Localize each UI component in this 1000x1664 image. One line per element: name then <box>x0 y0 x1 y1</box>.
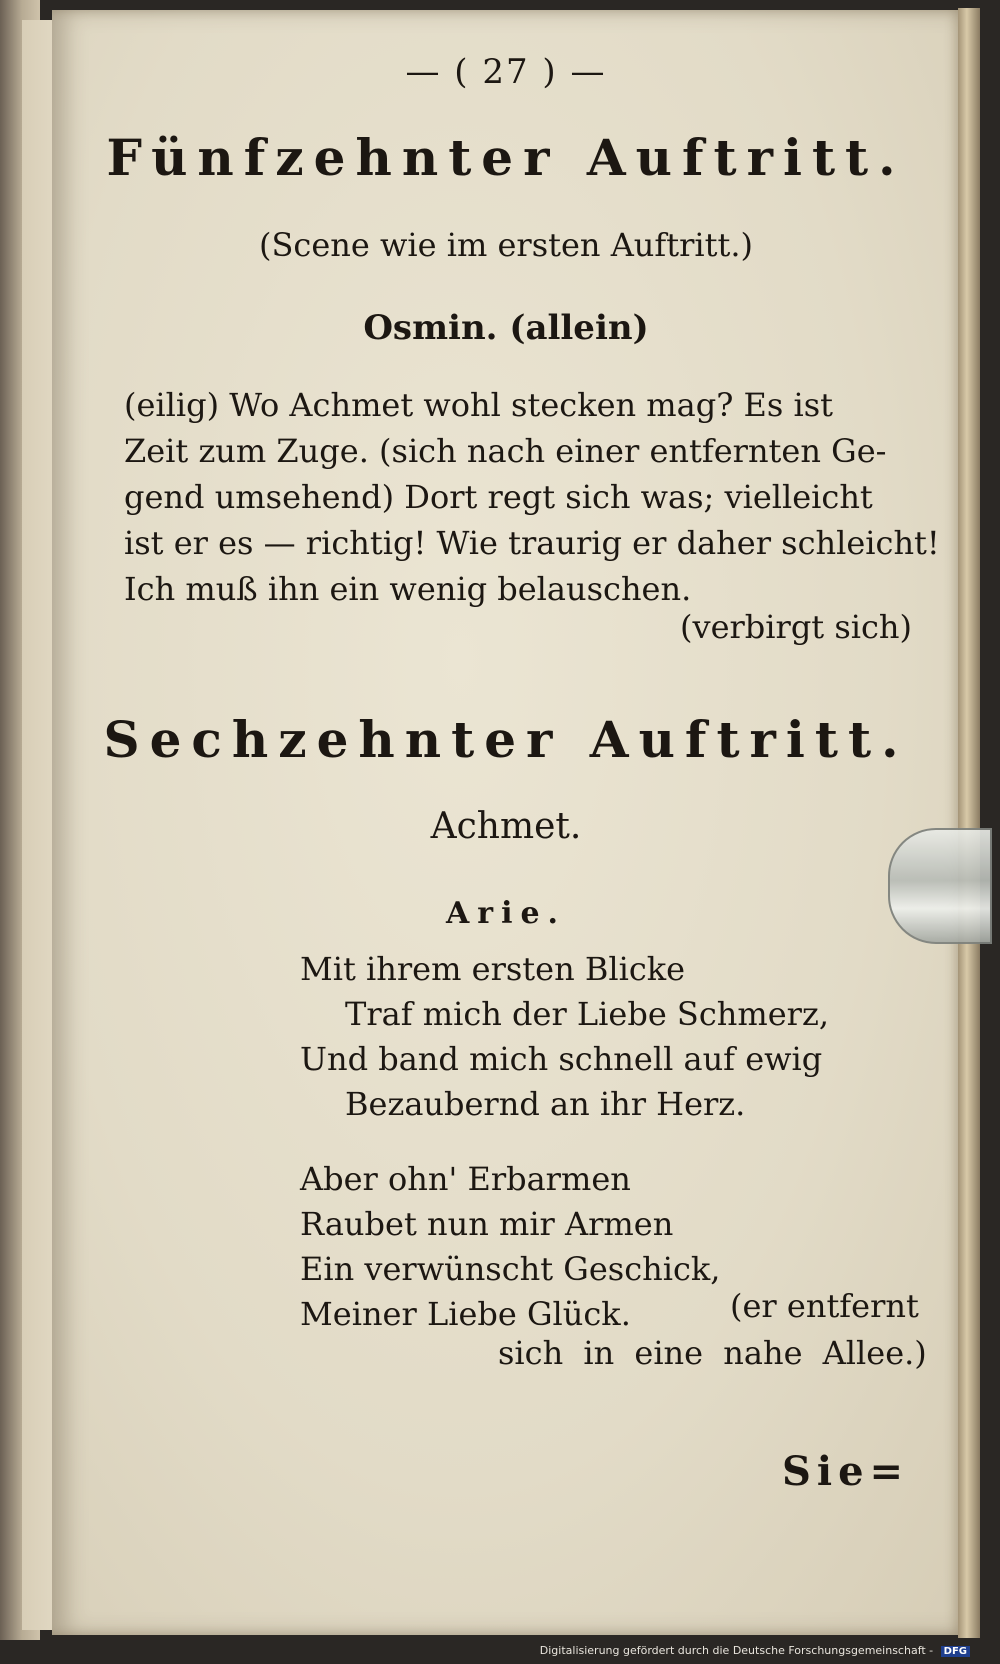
prose-line: Zeit zum Zuge. (sich nach einer entfernten Ge- <box>124 432 887 470</box>
scene-heading: Sechzehnter Auftritt. <box>103 710 909 769</box>
scene-heading: Fünfzehnter Auftritt. <box>106 128 906 187</box>
verse-line: Raubet nun mir Armen <box>300 1205 674 1243</box>
stage-direction: (Scene wie im ersten Auftritt.) <box>258 226 754 264</box>
verse-line: Bezaubernd an ihr Herz. <box>345 1085 746 1123</box>
credit-text: Digitalisierung gefördert durch die Deutsche Forschungsgemeinschaft - <box>539 1644 934 1657</box>
verse-line: Traf mich der Liebe Schmerz, <box>345 995 829 1033</box>
verse-line: Mit ihrem ersten Blicke <box>300 950 686 988</box>
verse-line: Ein verwünscht Geschick, <box>300 1250 721 1288</box>
stage-direction: sich in eine nahe Allee.) <box>498 1334 927 1372</box>
page-stack-edge <box>958 8 980 1638</box>
aria-label: Arie. <box>445 896 566 931</box>
verse-line: Aber ohn' Erbarmen <box>300 1160 631 1198</box>
prose-line: gend umsehend) Dort regt sich was; vielleicht <box>124 478 873 516</box>
prose-line: ist er es — richtig! Wie traurig er daher schleicht! <box>124 524 940 562</box>
verse-line: Und band mich schnell auf ewig <box>300 1040 823 1078</box>
verse-line: Meiner Liebe Glück. <box>300 1295 631 1333</box>
digitization-credit <box>540 1644 970 1657</box>
speaker-name: Osmin. (allein) <box>363 308 649 348</box>
stage-direction: (verbirgt sich) <box>680 608 912 646</box>
prose-line: Ich muß ihn ein wenig belauschen. <box>124 570 692 608</box>
speaker-name: Achmet. <box>430 806 582 847</box>
page-number: — ( 27 ) — <box>405 52 607 92</box>
prose-line: (eilig) Wo Achmet wohl stecken mag? Es ist <box>124 386 833 424</box>
dfg-logo: DFG <box>941 1646 970 1657</box>
stage-direction: (er entfernt <box>730 1287 919 1325</box>
catchword: Sie= <box>782 1448 910 1495</box>
